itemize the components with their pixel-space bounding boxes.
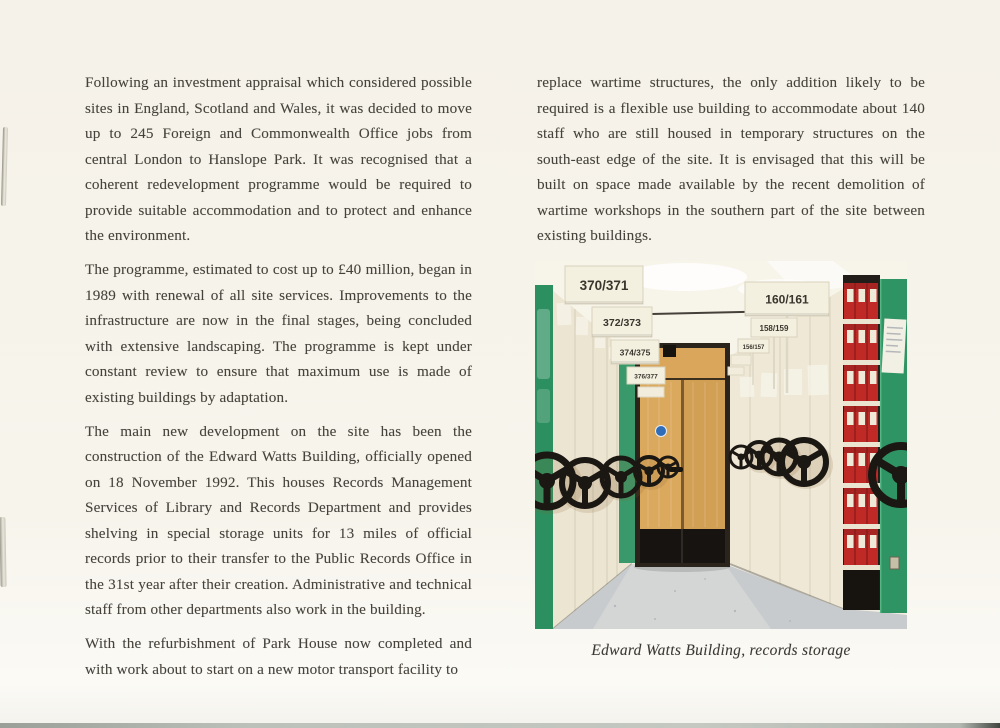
aisle-sign-label: 376/377 (634, 373, 658, 380)
aisle-sign-label: 370/371 (579, 277, 629, 293)
aisle-sign (627, 367, 665, 384)
binding-staple-top (1, 127, 8, 206)
photo-caption: Edward Watts Building, records storage (591, 641, 851, 659)
lock-plate (890, 557, 899, 569)
aisle-sign (592, 307, 652, 337)
door-leaf-left (640, 380, 682, 529)
aisle-sign (738, 339, 769, 353)
aisle-sign (745, 282, 829, 316)
wall-speaker-box (663, 345, 676, 357)
aisle-sign-label: 160/161 (765, 292, 809, 306)
door-leaf-right (683, 380, 725, 529)
photo-figure (535, 261, 907, 660)
scan-bottom-edge (0, 723, 1000, 728)
aisle-sign-label: 158/159 (759, 323, 789, 333)
aisle-sign-distant (728, 367, 744, 375)
red-records-shelving (843, 275, 880, 610)
aisle-sign-label: 374/375 (619, 347, 651, 357)
aisle-sign (565, 266, 643, 304)
paragraph-programme-cost: The programme, estimated to cost up to £40 million, began in 1989 with renewal of all site services. Improvements to the infrastructure are now in the final stages, being concluded with extensive landscaping. The programme is kept under constant review to ensure that maximum use is made of existing buildings by adaptation. (85, 261, 472, 406)
right-text-column (537, 70, 925, 660)
fire-door-sign (656, 425, 667, 436)
records-storage-scene (535, 261, 907, 629)
paragraph-wartime-structures: replace wartime structures, the only addition likely to be required is a flexible use building to accommodate about 140 staff who are still housed in temporary structures on the south-east edge of the site. It is envisaged that this will be built on space made available by the recent demolition of wartime workshops in the southern part of the site between existing buildings. (537, 74, 925, 244)
aisle-sign-label: 372/373 (603, 316, 641, 329)
paragraph-investment-appraisal: Following an investment appraisal which considered possible sites in England, Scotland and Wales, it was decided to move up to 245 Foreign and Commonwealth Office jobs from central London to Hanslope Park. It was recognised that a coherent redevelopment programme would be required to provide suitable accommodation and to protect and enhance the environment. (85, 74, 472, 244)
aisle-sign-distant (731, 355, 751, 365)
left-text-column (85, 70, 472, 691)
binding-staple-bottom (0, 517, 7, 587)
paragraph-park-house: With the refurbishment of Park House now completed and with work about to start on a new motor transport facility to (85, 635, 472, 678)
aisle-sign-label: 156/157 (742, 344, 765, 351)
paragraph-edward-watts-building: The main new development on the site has been the construction of the Edward Watts Building, officially opened on 18 November 1992. This houses Records Management Services of Library and Records Department and provides shelving in special storage units for 13 miles of official records prior to their transfer to the Public Records Office in the 31st year after their creation. Administrative and technical staff from other departments also work in the building. (85, 422, 472, 618)
aisle-sign-distant (638, 387, 664, 397)
records-storage-photo (535, 261, 907, 629)
aisle-sign (611, 340, 659, 364)
aisle-sign (751, 318, 797, 337)
